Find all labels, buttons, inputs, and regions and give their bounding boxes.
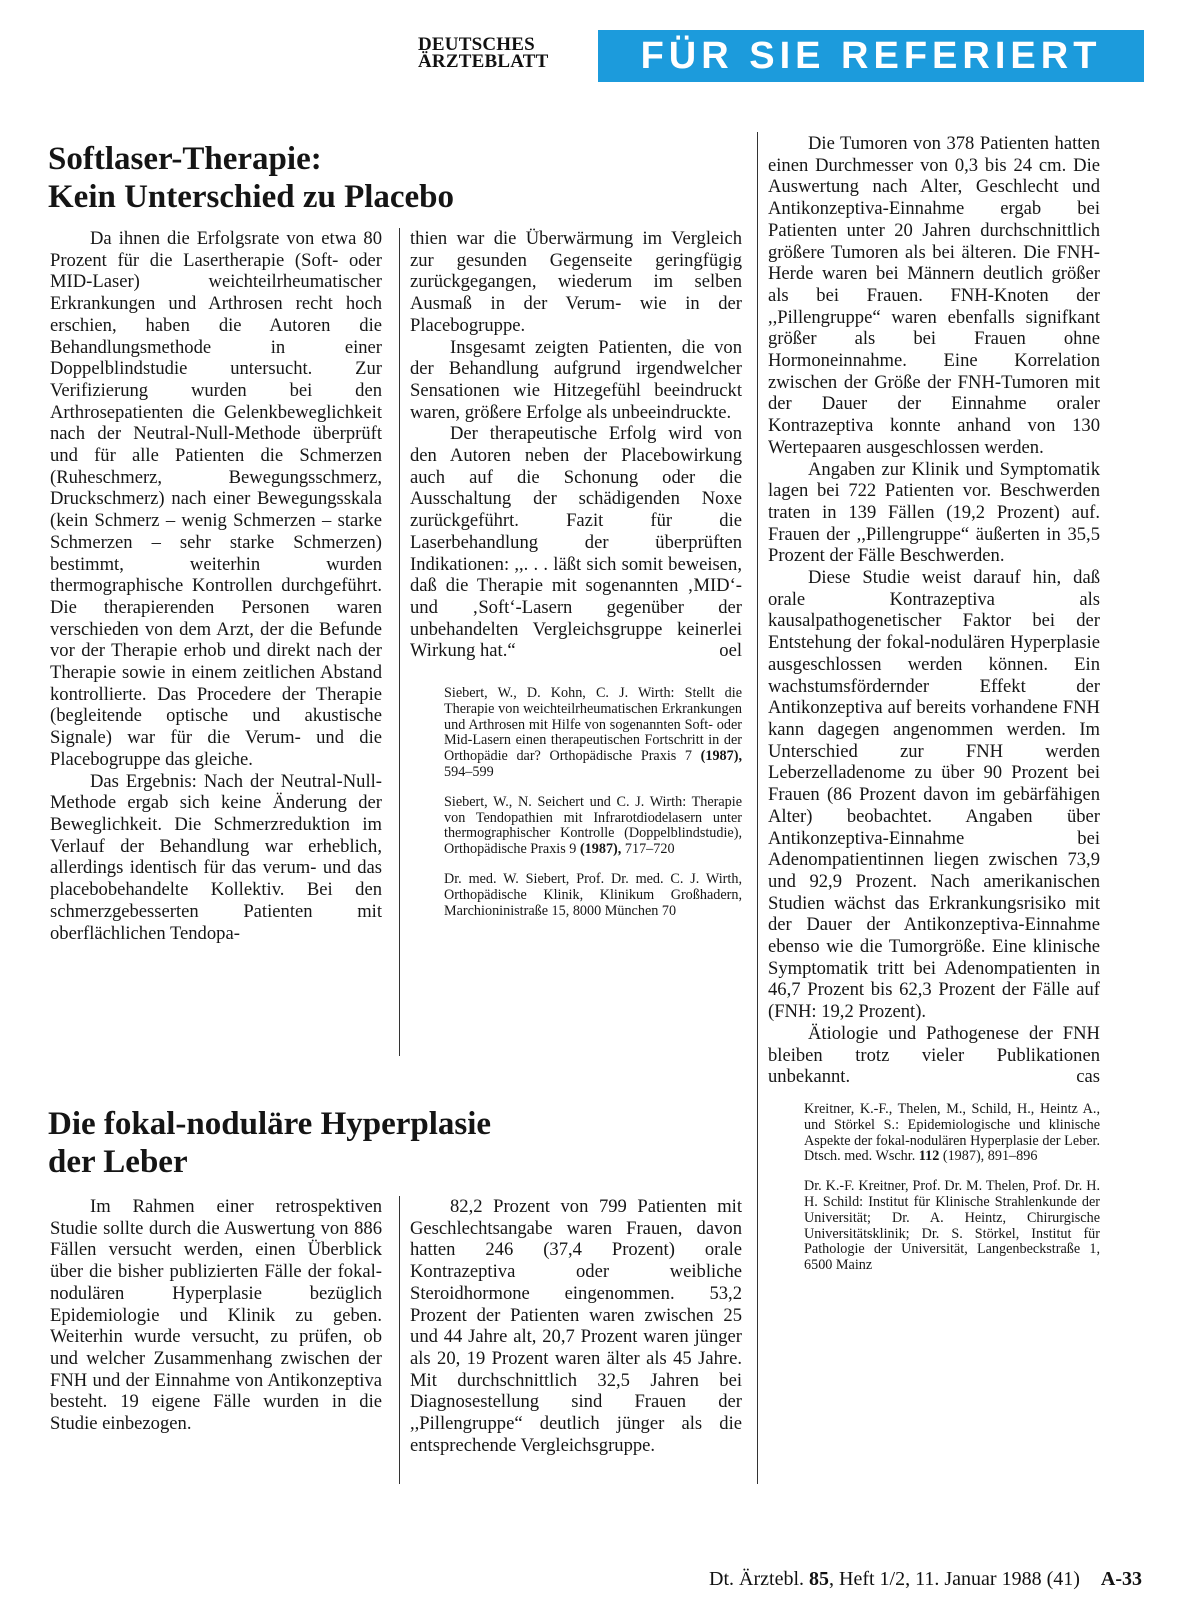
article2-paragraph: Diese Studie weist darauf hin, daß orale Kontrazeptiva als kausalpathogenetischer Faktor bei der Entstehung der fokal-nodulären Hyperplasie ausgeschlossen werden können. Ein wachstumsfördernder Effekt der Antikonzeptiva auf bereits vorhandene FNH kann dagegen angenommen werden. Im Unterschied zur FNH werden Leberzelladenome zu über 90 Prozent bei Frauen (86 Prozent davon im gebärfähigen Alter) beobachtet. Angaben über Antikonzeptiva-Einnahme bei Adenompatientinnen liegen zwischen 73,9 und 92,9 Prozent. Nach amerikanischen Studien wächst das Erkrankungsrisiko mit der Dauer der Antikonzeptiva-Einnahme ebenso wie die Tumorgröße. Eine klinische Symptomatik tritt bei Adenompatienten in 46,7 Prozent bis 62,3 Prozent der Fälle auf (FNH: 19,2 Prozent).	[768, 567, 1100, 1023]
author-address: Dr. K.-F. Kreitner, Prof. Dr. M. Thelen, Prof. Dr. H. H. Schild: Institut für Klinische Strahlenkunde der Universität; Dr. A. Heintz, Chirurgische Universitätsklinik; Dr. S. Störkel, Institut für Pathologie der Universität, Langenbeckstraße 1, 6500 Mainz	[804, 1178, 1100, 1274]
section-banner: FÜR SIE REFERIERT	[598, 30, 1144, 82]
article2-paragraph	[768, 1023, 1100, 1088]
article2-title-line1: Die fokal-noduläre Hyperplasie	[48, 1106, 492, 1142]
author-signature: cas	[1076, 1066, 1100, 1088]
footer-volume: 85	[809, 1568, 830, 1590]
journal-logo	[418, 36, 593, 70]
reference-entry: Siebert, W., N. Seichert und C. J. Wirth: Therapie von Tendopathien mit Infrarotdiodelasern unter thermographischer Kontrolle (Doppelblindstudie), Orthopädische Praxis 9 (1987), 717–720	[444, 793, 742, 858]
journal-logo-line2: ÄRZTEBLATT	[418, 51, 549, 72]
reference-entry: Siebert, W., D. Kohn, C. J. Wirth: Stellt die Therapie von weichteilrheumatischen Erkrankungen und Arthrosen mit Hilfe von sogenannten Soft- oder Mid-Lasern einen therapeutischen Fortschritt in der Orthopädie dar? Orthopädische Praxis 7 (1987), 594–599	[444, 685, 742, 781]
column-divider	[399, 1196, 400, 1484]
reference-entry: Kreitner, K.-F., Thelen, M., Schild, H., Heintz A., und Störkel S.: Epidemiologische und klinische Aspekte der fokal-nodulären Hyperplasie der Leber. Dtsch. med. Wschr. 112 (1987), 891–896	[804, 1100, 1100, 1165]
page-number: A-33	[1100, 1568, 1142, 1590]
footer-journal: Dt. Ärztebl.	[709, 1568, 805, 1590]
article2-paragraph: Die Tumoren von 378 Patienten hatten einen Durchmesser von 0,3 bis 24 cm. Die Auswertung nach Alter, Geschlecht und Antikonzeptiva-Einnahme ergab bei Patienten unter 20 Jahren durchschnittlich größere Tumoren als bei älteren. Die FNH-Herde waren bei Männern deutlich größer als bei Frauen. FNH-Knoten der ,,Pillengruppe“ waren ebenfalls signifkant größer als bei Frauen ohne Hormoneinnahme. Eine Korrelation zwischen der Größe der FNH-Tumoren mit der Dauer der Einnahme oraler Kontrazeptiva konnte anhand von 130 Wertepaaren ausgeschlossen werden.	[768, 133, 1100, 458]
author-signature: oel	[719, 640, 742, 662]
article1-column2	[410, 228, 742, 933]
article2-paragraph-text: Ätiologie und Pathogenese der FNH bleiben trotz vieler Publikationen unbekannt.	[768, 1022, 1100, 1088]
article2-column3	[768, 133, 1100, 1288]
article2-title	[48, 1105, 491, 1181]
article1-paragraph-text: Der therapeutische Erfolg wird von den Autoren neben der Placebowirkung auch auf die Schonung oder die Ausschaltung der schädigenden Noxe zurückgeführt. Fazit für die Laserbehandlung der überprüften Indikationen: ,,. . . läßt sich somit beweisen, daß die Therapie mit sogenannten ‚MID‘- und ‚Soft‘-Lasern gegenüber der unbehandelten Vergleichsgruppe keinerlei Wirkung hat.“	[410, 423, 742, 662]
article1-title	[48, 140, 454, 216]
column-divider	[399, 228, 400, 1056]
column-divider	[757, 132, 758, 1484]
article1-title-line1: Softlaser-Therapie:	[48, 141, 322, 177]
article2-title-line2: der Leber	[48, 1144, 188, 1180]
article1-paragraph: thien war die Überwärmung im Vergleich zur gesunden Gegenseite geringfügig zurückgegangen, wiederum im selben Ausmaß in der Verum- wie in der Placebogruppe.	[410, 228, 742, 336]
article1-references	[410, 686, 742, 919]
article1-paragraph: Das Ergebnis: Nach der Neutral-Null-Methode ergab sich keine Änderung der Beweglichkeit. Die Schmerzreduktion im Verlauf der Behandlung war erheblich, allerdings identisch für das verum- und das placebobehandelte Kollektiv. Bei den schmerzgebesserten Patienten mit oberflächlichen Tendopa-	[50, 770, 382, 944]
article1-column1	[50, 228, 382, 944]
masthead	[418, 30, 1144, 82]
article2-paragraph: Angaben zur Klinik und Symptomatik lagen bei 722 Patienten vor. Beschwerden traten in 139 Fällen (19,2 Prozent) auf. Frauen der ,,Pillengruppe“ äußerten in 35,5 Prozent der Fälle Beschwerden.	[768, 458, 1100, 567]
journal-logo-line1: DEUTSCHES	[418, 34, 535, 55]
article2-column1	[50, 1196, 382, 1435]
article2-column2	[410, 1196, 742, 1456]
article1-paragraph: Insgesamt zeigten Patienten, die von der Behandlung aufgrund irgendwelcher Sensationen wie Hitzegefühl beeindruckt waren, größere Erfolge als unbeeindruckte.	[410, 336, 742, 423]
article2-paragraph: Im Rahmen einer retrospektiven Studie sollte durch die Auswertung von 886 Fällen versucht werden, einen Überblick über die bisher publizierten Fälle der fokal-nodulären Hyperplasie bezüglich Epidemiologie und Klinik zu geben. Weiterhin wurde versucht, zu prüfen, ob und welcher Zusammenhang zwischen der FNH und der Einnahme von Antikonzeptiva besteht. 19 eigene Fälle wurden in die Studie einbezogen.	[50, 1196, 382, 1435]
article1-paragraph	[410, 423, 742, 662]
article2-references	[768, 1102, 1100, 1274]
author-address: Dr. med. W. Siebert, Prof. Dr. med. C. J. Wirth, Orthopädische Klinik, Klinikum Großhadern, Marchioninistraße 15, 8000 München 70	[444, 871, 742, 919]
article1-title-line2: Kein Unterschied zu Placebo	[48, 179, 455, 215]
footer-issue: , Heft 1/2, 11. Januar 1988 (41)	[829, 1568, 1080, 1590]
article1-paragraph: Da ihnen die Erfolgsrate von etwa 80 Prozent für die Lasertherapie (Soft- oder MID-Laser) weichteilrheumatischer Erkrankungen und Arthrosen recht hoch erschien, haben die Autoren die Behandlungsmethode in einer Doppelblindstudie untersucht. Zur Verifizierung wurden bei den Arthrosepatienten die Gelenkbeweglichkeit nach der Neutral-Null-Methode überprüft und für alle Patienten die Schmerzen (Ruheschmerz, Bewegungsschmerz, Druckschmerz) nach einer Bewegungsskala (kein Schmerz – wenig Schmerzen – starke Schmerzen – sehr starke Schmerzen) bestimmt, weiterhin wurden thermographische Kontrollen durchgeführt. Die therapierenden Personen waren verschieden von dem Arzt, der die Befunde vor der Therapie erhob und direkt nach der Therapie sowie in einem zeitlichen Abstand kontrollierte. Das Procedere der Therapie (begleitende optische und akustische Signale) war für die Verum- und die Placebogruppe das gleiche.	[50, 228, 382, 770]
article2-paragraph: 82,2 Prozent von 799 Patienten mit Geschlechtsangabe waren Frauen, davon hatten 246 (37,4 Prozent) orale Kontrazeptiva oder weibliche Steroidhormone eingenommen. 53,2 Prozent der Patienten waren zwischen 25 und 44 Jahre alt, 20,7 Prozent waren jünger als 20, 19 Prozent waren älter als 45 Jahre. Mit durchschnittlich 32,5 Jahren bei Diagnosestellung sind Frauen der ,,Pillengruppe“ deutlich jünger als die entsprechende Vergleichsgruppe.	[410, 1196, 742, 1456]
page-footer	[709, 1568, 1142, 1591]
